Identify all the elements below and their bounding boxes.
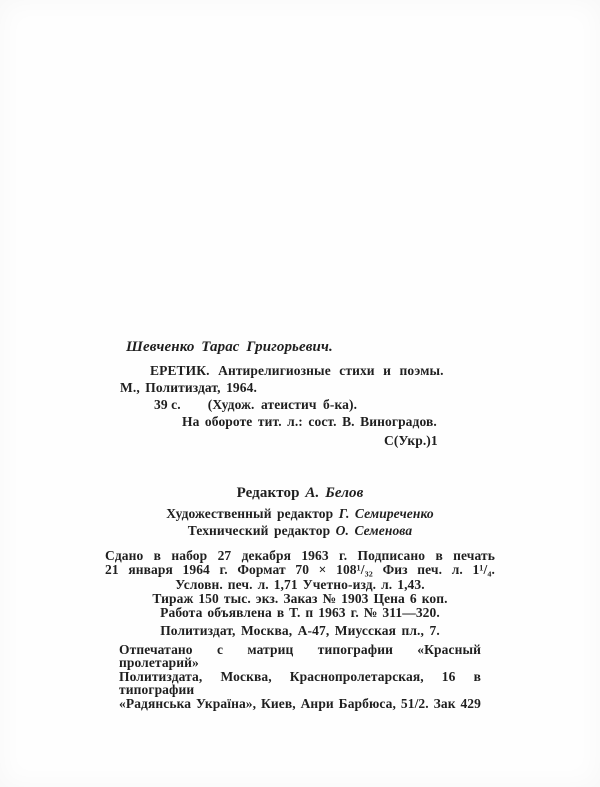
series-note: (Худож. атеистич б-ка). (207, 397, 358, 412)
imprint-line-4: Тираж 150 тыс. экз. Заказ № 1903 Цена 6 коп. (152, 590, 448, 606)
imprint-block (105, 549, 495, 620)
tech-editor-name: О. Семенова (335, 522, 413, 538)
editor-label: Редактор (236, 485, 300, 501)
compiler-note-line: На обороте тит. л.: сост. В. Виноградов. (182, 414, 437, 429)
book-title-line: ЕРЕТИК. Антирелигиозные стихи и поэмы. (150, 363, 444, 378)
imprint-line-1: Сдано в набор 27 декабря 1963 г. Подписано в печать (105, 548, 495, 563)
printing-info-block (119, 643, 481, 710)
tech-editor-label: Технический редактор (187, 522, 331, 538)
printing-line-3: «Радянська Україна», Киев, Анри Барбюса, 51/2. Зак 429 (119, 695, 481, 711)
imprint-line-2: 21 января 1964 г. Формат 70 × 108¹/₃₂ Физ печ. л. 1¹/₄. (105, 562, 495, 578)
editor-name: А. Белов (305, 485, 364, 501)
publication-line: М., Политиздат, 1964. (120, 380, 257, 395)
pages-series-line (0, 396, 600, 413)
author-line: Шевченко Тарас Григорьевич. (126, 339, 333, 355)
art-editor-name: Г. Семиреченко (338, 506, 434, 521)
publisher-address-line: Политиздат, Москва, А-47, Миусская пл., 7. (160, 623, 440, 638)
art-editor-line (0, 506, 600, 523)
imprint-line-5: Работа объявлена в Т. п 1963 г. № 311—320. (160, 605, 440, 621)
classification-code: С(Укр.)1 (384, 433, 438, 448)
printing-line-2: Политиздата, Москва, Краснопролетарская, 16 в типографии (119, 668, 481, 698)
art-editor-label: Художественный редактор (166, 506, 334, 521)
printing-line-1: Отпечатано с матриц типографии «Красный пролетарий» (119, 642, 481, 671)
page-count: 39 с. (154, 397, 181, 412)
imprint-line-3: Условн. печ. л. 1,71 Учетно-изд. л. 1,43. (175, 576, 425, 592)
tech-editor-line (0, 523, 600, 540)
editors-block (0, 483, 600, 539)
editor-line (0, 483, 600, 503)
catalog-card-block (0, 338, 600, 449)
